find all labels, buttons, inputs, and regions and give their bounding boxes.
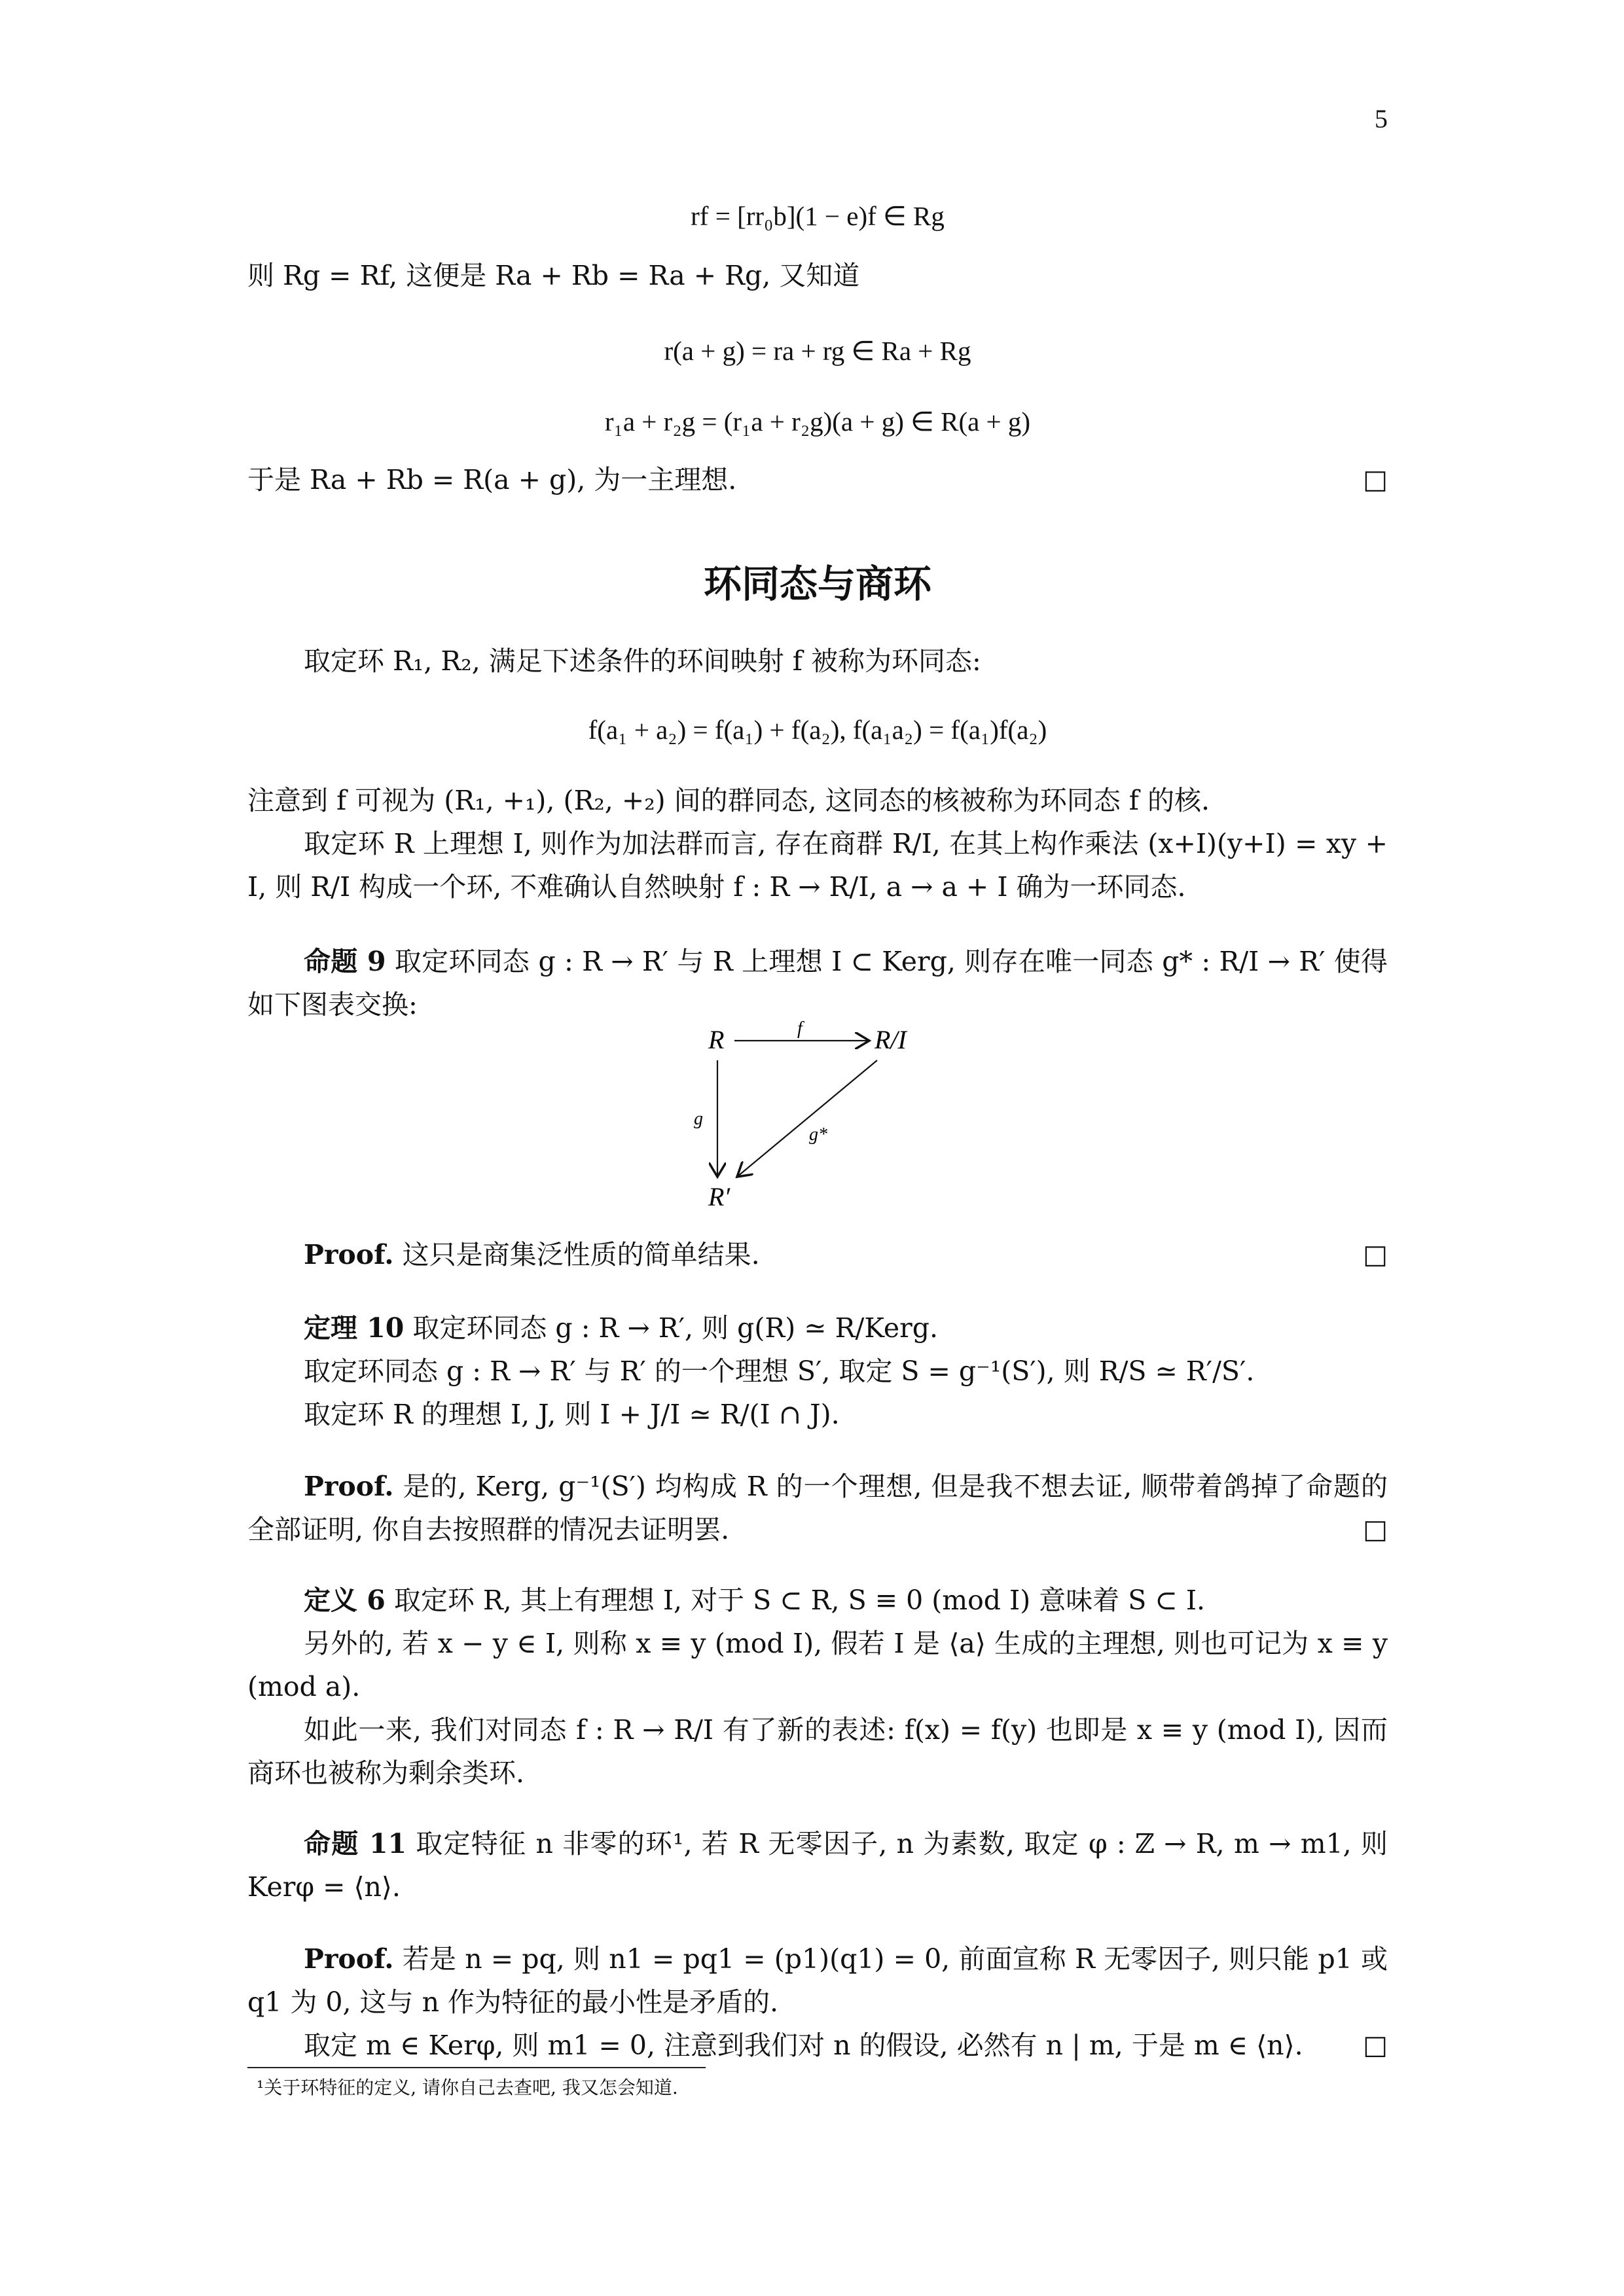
text-then: 则 Rg = Rf, 这便是 Ra + Rb = Ra + Rg, 又知道 <box>247 260 860 291</box>
theorem-10-line3: 取定环 R 的理想 I, J, 则 I + J/I ≃ R/(I ∩ J). <box>304 1399 840 1430</box>
proposition-11-label: 命题 11 <box>304 1828 407 1859</box>
diagram-node-r-prime: R′ <box>708 1182 731 1211</box>
proof-label: Proof. <box>304 1471 394 1502</box>
equation-r-a-plus-g: r(a + g) = ra + rg ∈ Ra + Rg <box>664 336 971 366</box>
definition-6-label: 定义 6 <box>304 1585 386 1616</box>
commutative-diagram <box>681 1021 969 1217</box>
proposition-9 <box>247 940 1388 1026</box>
qed-symbol: □ <box>1363 2030 1388 2060</box>
footnote-rule <box>247 2067 706 2068</box>
diagram-label-gstar: g* <box>809 1124 827 1145</box>
proof-11 <box>247 1937 1388 2024</box>
paragraph-kernel: 注意到 f 可视为 (R₁, +₁), (R₂, +₂) 间的群同态, 这同态的核被称为环同态 f 的核. <box>247 785 1210 816</box>
proof-11-line1: 若是 n = pq, 则 n1 = pq1 = (p1)(q1) = 0, 前面宣称 R 无零因子, 则只能 p1 或 q1 为 0, 这与 n 作为特征的最小性是矛盾的. <box>247 1943 1388 2018</box>
proof-10-text: 是的, Kerg, g⁻¹(S′) 均构成 R 的一个理想, 但是我不想去证, 顺带着鸽掉了命题的全部证明, 你自去按照群的情况去证明罢. <box>247 1471 1388 1545</box>
section-title: 环同态与商环 <box>703 562 931 606</box>
diagram-label-f: f <box>797 1021 803 1039</box>
equation-r1a-r2g: r₁a + r₂g = (r₁a + r₂g)(a + g) ∈ R(a + g) <box>604 406 1031 437</box>
paragraph-quotient: 取定环 R 上理想 I, 则作为加法群而言, 存在商群 R/I, 在其上构作乘法 (x+I)(y+I) = xy + I, 则 R/I 构成一个环, 不难确认自然映射 f : R → R/I, a → a + I 确为一环同态. <box>247 828 1388 903</box>
theorem-10-line1: 取定环同态 g : R → R′, 则 g(R) ≃ R/Kerg. <box>412 1312 938 1344</box>
definition-6 <box>247 1579 1388 1622</box>
diagram-svg <box>681 1021 969 1217</box>
page-number: 5 <box>1375 104 1388 134</box>
footnote: ¹关于环特征的定义, 请你自己去查吧, 我又怎会知道. <box>257 2077 678 2098</box>
equation-hom: f(a₁ + a₂) = f(a₁) + f(a₂), f(a₁a₂) = f(a₁)f(a₂) <box>588 715 1047 745</box>
paragraph-hom-def: 取定环 R₁, R₂, 满足下述条件的环间映射 f 被称为环同态: <box>304 645 981 677</box>
definition-6-line2: 另外的, 若 x − y ∈ I, 则称 x ≡ y (mod I), 假若 I 是 ⟨a⟩ 生成的主理想, 则也可记为 x ≡ y (mod a). <box>247 1628 1388 1702</box>
diagram-label-g: g <box>694 1109 703 1129</box>
qed-symbol: □ <box>1363 1515 1388 1545</box>
theorem-10-label: 定理 10 <box>304 1312 405 1344</box>
theorem-10 <box>247 1306 1388 1350</box>
proof-label: Proof. <box>304 1239 394 1270</box>
equation-rf: rf = [rr₀b](1 − e)f ∈ Rg <box>691 201 945 231</box>
diagram-arrow-gstar <box>737 1060 877 1177</box>
theorem-10-line2: 取定环同态 g : R → R′ 与 R′ 的一个理想 S′, 取定 S = g⁻¹(S′), 则 R/S ≃ R′/S′. <box>304 1355 1255 1387</box>
proposition-11-text: 取定特征 n 非零的环¹, 若 R 无零因子, n 为素数, 取定 φ : ℤ → R, m → m1, 则 Kerφ = ⟨n⟩. <box>247 1828 1388 1903</box>
diagram-node-r-over-i: R/I <box>875 1025 907 1054</box>
definition-6-line3: 如此一来, 我们对同态 f : R → R/I 有了新的表述: f(x) = f(y) 也即是 x ≡ y (mod I), 因而商环也被称为剩余类环. <box>247 1714 1388 1789</box>
proposition-9-label: 命题 9 <box>304 946 386 977</box>
proof-9 <box>247 1233 1388 1276</box>
proposition-9-text: 取定环同态 g : R → R′ 与 R 上理想 I ⊂ Kerg, 则存在唯一同态 g* : R/I → R′ 使得如下图表交换: <box>247 946 1388 1020</box>
diagram-node-r: R <box>708 1025 725 1054</box>
qed-symbol: □ <box>1363 465 1388 495</box>
definition-6-line1: 取定环 R, 其上有理想 I, 对于 S ⊂ R, S ≡ 0 (mod I) 意味着 S ⊂ I. <box>393 1585 1206 1616</box>
proposition-11 <box>247 1822 1388 1909</box>
proof-10 <box>247 1465 1388 1551</box>
text-conclude: 于是 Ra + Rb = R(a + g), 为一主理想. <box>247 464 737 495</box>
proof-9-text: 这只是商集泛性质的简单结果. <box>402 1239 760 1270</box>
proof-label: Proof. <box>304 1943 394 1975</box>
proof-11-line2: 取定 m ∈ Kerφ, 则 m1 = 0, 注意到我们对 n 的假设, 必然有 n | m, 于是 m ∈ ⟨n⟩. <box>304 2030 1303 2061</box>
qed-symbol: □ <box>1363 1240 1388 1270</box>
